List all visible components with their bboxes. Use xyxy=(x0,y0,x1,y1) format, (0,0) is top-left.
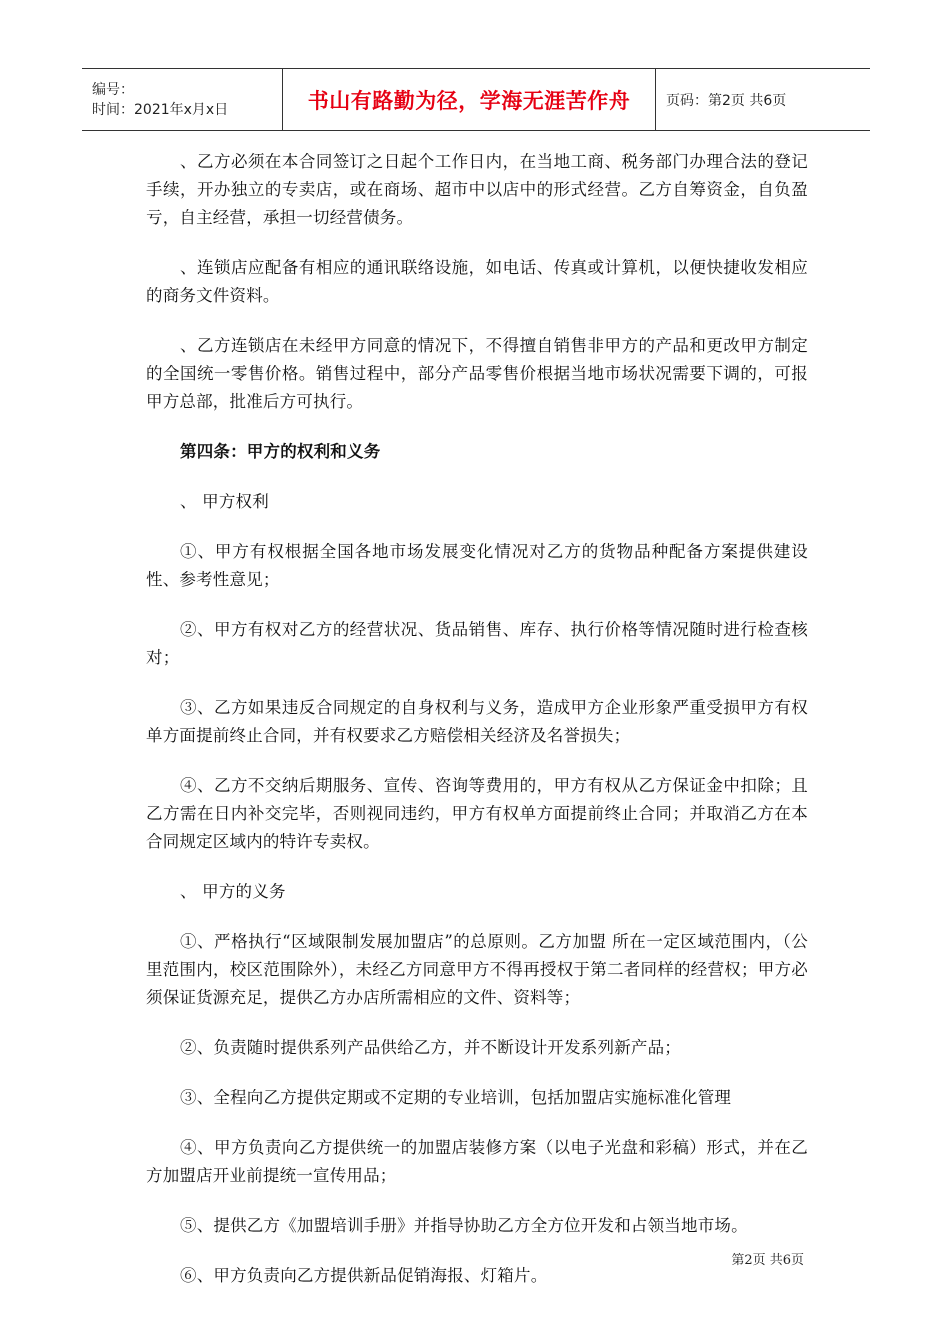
paragraph: ③、乙方如果违反合同规定的自身权利与义务，造成甲方企业形象严重受损甲方有权单方面提前终止合同，并有权要求乙方赔偿相关经济及名誉损失； xyxy=(146,698,808,745)
paragraph: ②、甲方有权对乙方的经营状况、货品销售、库存、执行价格等情况随时进行检查核对； xyxy=(146,620,808,667)
paragraph: ③、全程向乙方提供定期或不定期的专业培训，包括加盟店实施标准化管理 xyxy=(180,1088,732,1107)
doc-number-label: 编号： xyxy=(92,81,134,98)
paragraph: ⑤、提供乙方《加盟培训手册》并指导协助乙方全方位开发和占领当地市场。 xyxy=(180,1216,748,1235)
paragraph: 、连锁店应配备有相应的通讯联络设施，如电话、传真或计算机，以便快捷收发相应的商务文件资料。 xyxy=(146,258,808,305)
subsection-heading: 、 甲方的义务 xyxy=(180,882,286,901)
header-page-number: 页码：第2页 共6页 xyxy=(666,92,787,109)
paragraph: ①、严格执行“区域限制发展加盟店”的总原则。乙方加盟 所在一定区域范围内，（公里范围内，校区范围除外），未经乙方同意甲方不得再授权于第二者同样的经营权；甲方必须保证货源充足，提供乙方办店所需相应的文件、资料等； xyxy=(146,932,808,1007)
page-footer xyxy=(731,1249,804,1268)
motto-text: 书山有路勤为径，学海无涯苦作舟 xyxy=(307,88,631,113)
section-heading: 第四条：甲方的权利和义务 xyxy=(180,442,381,461)
footer-page-number: 第2页 共6页 xyxy=(731,1253,804,1268)
paragraph: ②、负责随时提供系列产品供给乙方，并不断设计开发系列新产品； xyxy=(180,1038,681,1057)
paragraph: 、乙方必须在本合同签订之日起个工作日内，在当地工商、税务部门办理合法的登记手续，开办独立的专卖店，或在商场、超市中以店中的形式经营。乙方自筹资金，自负盈亏，自主经营，承担一切经营债务。 xyxy=(146,152,808,227)
header-motto xyxy=(282,69,656,130)
document-body xyxy=(146,148,808,1312)
subsection-heading: 、 甲方权利 xyxy=(180,492,269,511)
header-page-info xyxy=(656,69,870,130)
paragraph: ④、乙方不交纳后期服务、宣传、咨询等费用的，甲方有权从乙方保证金中扣除；且乙方需在日内补交完毕，否则视同违约，甲方有权单方面提前终止合同；并取消乙方在本合同规定区域内的特许专卖权。 xyxy=(146,776,808,851)
paragraph: ④、甲方负责向乙方提供统一的加盟店装修方案（以电子光盘和彩稿）形式，并在乙方加盟店开业前提统一宣传用品； xyxy=(146,1138,808,1185)
paragraph: 、乙方连锁店在未经甲方同意的情况下，不得擅自销售非甲方的产品和更改甲方制定的全国统一零售价格。销售过程中，部分产品零售价根据当地市场状况需要下调的，可报甲方总部，批准后方可执行。 xyxy=(146,336,808,411)
paragraph: ⑥、甲方负责向乙方提供新品促销海报、灯箱片。 xyxy=(180,1266,548,1285)
doc-time-label: 时间：2021年x月x日 xyxy=(92,101,229,118)
paragraph: ①、甲方有权根据全国各地市场发展变化情况对乙方的货物品种配备方案提供建设性、参考性意见； xyxy=(146,542,808,589)
page-header xyxy=(82,68,870,131)
header-meta xyxy=(82,69,282,130)
